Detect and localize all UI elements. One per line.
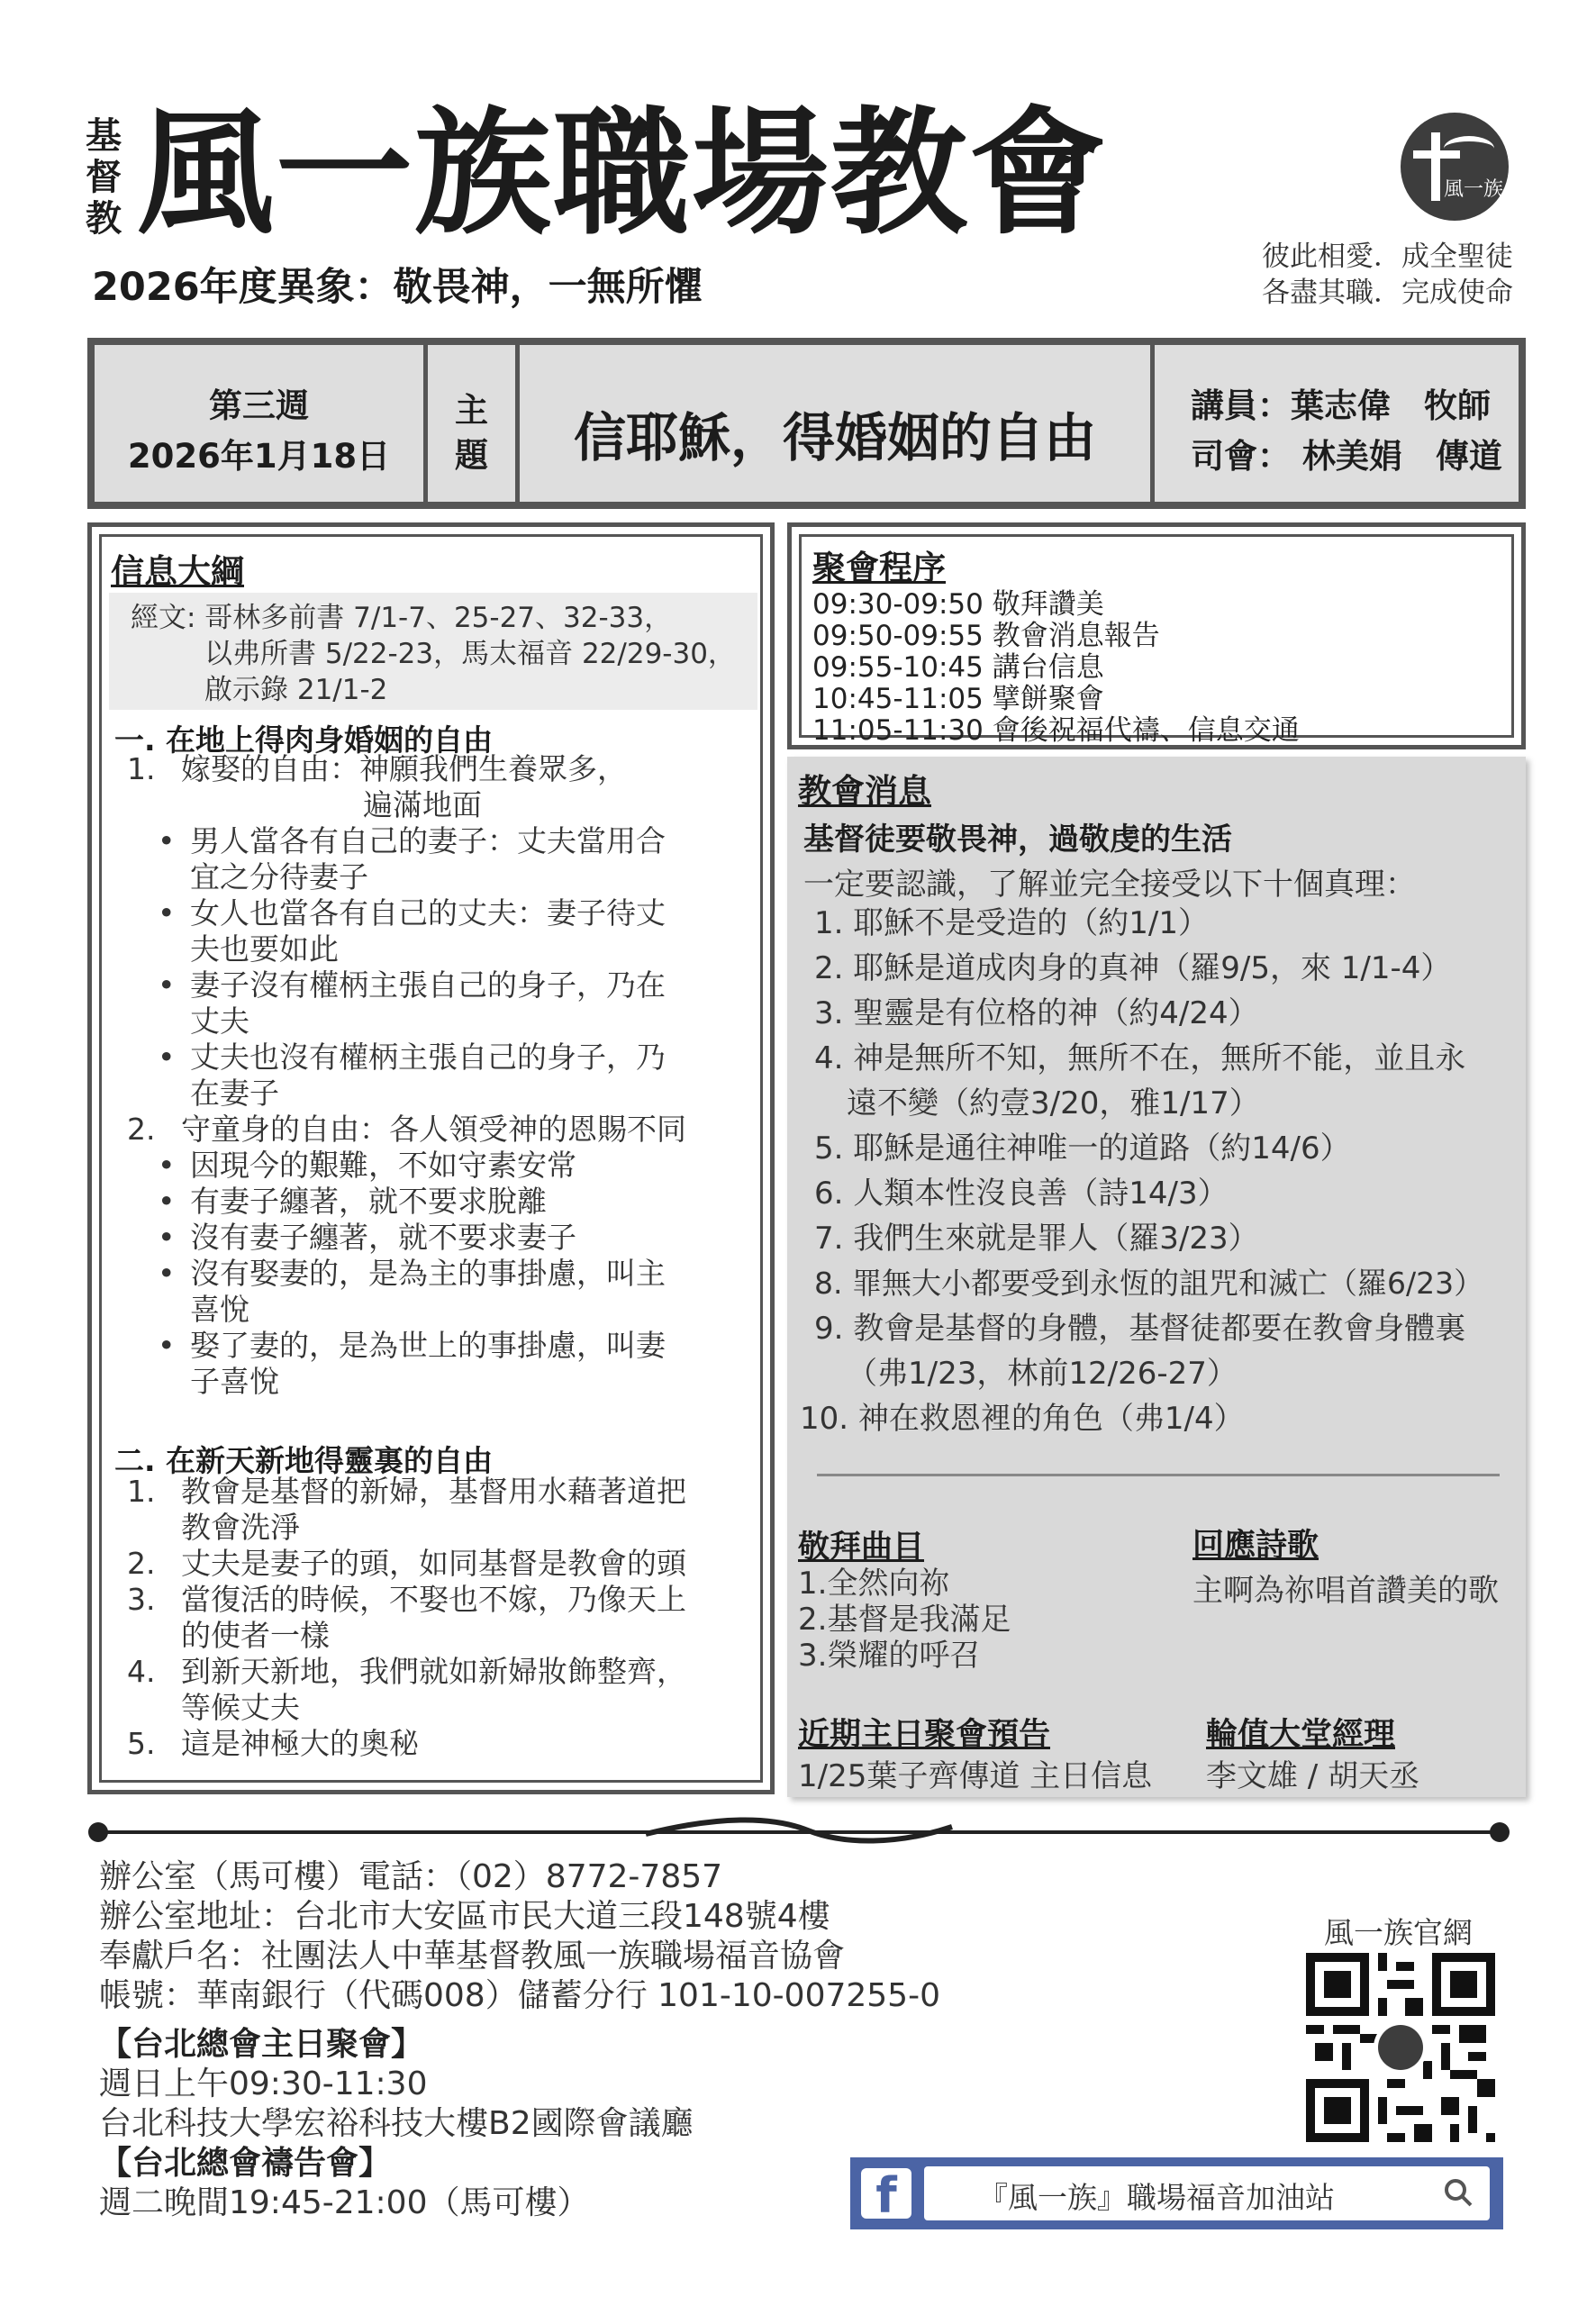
divider bbox=[817, 1474, 1500, 1476]
response-heading: 回應詩歌 bbox=[1192, 1528, 1319, 1564]
manager-heading: 輪值大堂經理 bbox=[1206, 1717, 1396, 1753]
program-item: 10:45-11:05 擘餅聚會 bbox=[812, 683, 1104, 715]
bullet-list bbox=[158, 823, 770, 1112]
list-item: 1. 教會是基督的新婦，基督用水藉著道把 教會洗淨 bbox=[127, 1474, 686, 1545]
outline-panel: 信息大綱 經文: 哥林多前書 7/1-7、25-27、32-33， 以弗所書 5/22-23，馬太福音 22/29-30， 啟示錄 21/1-2 一. 在地上得肉身婚姻的自由 1. 嫁娶的自由：神願我們生養眾多， 遍滿地面 • 男人當各有自己的妻子：丈夫當用合 宜之分待妻子 • 女人也當各有自己的丈夫：妻子待丈 夫也要如此 • 妻子沒有權柄主張自己的身子，乃在 丈夫 • 丈夫也沒有權柄主張自己的身子，乃 在妻子 2. 守童身的自由：各人領受神的恩賜不同 • 因現今的艱難，不如守素安常 • 有妻子纏著，就不要求脫離 • 沒有妻子纏著，就不要求妻子 • 沒有娶妻的，是為主的事掛慮，叫主 喜悅 • 娶了妻的，是為世上的事掛慮，叫妻 子喜悅 二. 在新天新地得靈裏的自由 1. 教會是基督的新婦，基督用水藉著道把 教會洗淨 2. 丈夫是妻子的頭，如同基督是教會的頭 3. 當復活的時候，不娶也不嫁，乃像天上 的使者一樣 4. 到新天新地，我們就如新婦妝飾整齊， 等候丈夫 5. 這是神極大的奧秘 bbox=[87, 522, 775, 1794]
annual-vision: 2026年度異象：敬畏神，一無所懼 bbox=[92, 265, 703, 310]
truth-list bbox=[800, 901, 1484, 1441]
program-item: 11:05-11:30 會後祝福代禱、信息交通 bbox=[812, 714, 1300, 747]
list-item: • 沒有妻子纏著，就不要求妻子 bbox=[158, 1220, 576, 1255]
worship-songs: 1.全然向祢 2.基督是我滿足 3.榮耀的呼召 bbox=[798, 1566, 1011, 1674]
facebook-banner[interactable] bbox=[850, 2157, 1503, 2229]
news-subtitle: 基督徒要敬畏神，過敬虔的生活 bbox=[803, 822, 1232, 858]
sermon-topic: 信耶穌，得婚姻的自由 bbox=[520, 345, 1155, 502]
speakers: 講員：葉志偉 牧師 司會： 林美娟 傳道 bbox=[1191, 386, 1502, 476]
church-logo: 風一族 bbox=[1401, 113, 1509, 221]
list-item: • 因現今的艱難，不如守素安常 bbox=[158, 1148, 576, 1183]
news-panel bbox=[787, 757, 1526, 1797]
upcoming-service: 1/25葉子齊傳道 主日信息 bbox=[798, 1758, 1153, 1794]
program-item: 09:55-10:45 講台信息 bbox=[812, 651, 1104, 684]
upcoming-heading: 近期主日聚會預告 bbox=[798, 1717, 1051, 1753]
response-song: 主啊為祢唱首讚美的歌 bbox=[1192, 1573, 1499, 1609]
service-info-bar bbox=[87, 338, 1526, 509]
facebook-icon: f bbox=[861, 2168, 911, 2219]
list-item: 4. 到新天新地，我們就如新婦妝飾整齊， 等候丈夫 bbox=[127, 1654, 686, 1725]
decorative-wave-divider bbox=[87, 1814, 1510, 1850]
list-item: 6. 人類本性沒良善（詩14/3） bbox=[814, 1176, 1229, 1212]
bullet-list bbox=[158, 1148, 770, 1400]
program-panel bbox=[787, 522, 1526, 749]
list-item: 8. 罪無大小都要受到永恆的詛咒和滅亡（羅6/23） bbox=[814, 1266, 1484, 1301]
program-heading: 聚會程序 bbox=[812, 549, 946, 587]
facebook-page-name: 『風一族』職場福音加油站 bbox=[978, 2180, 1335, 2215]
numbered-list bbox=[127, 1474, 757, 1762]
worship-heading: 敬拜曲目 bbox=[798, 1530, 925, 1566]
program-item: 09:30-09:50 敬拜讚美 bbox=[812, 588, 1104, 621]
list-item: 遠不變（約壹3/20，雅1/17） bbox=[847, 1085, 1260, 1121]
news-intro: 一定要認識，了解並完全接受以下十個真理： bbox=[803, 867, 1416, 903]
qr-code-icon[interactable] bbox=[1306, 1953, 1495, 2142]
section-2-title: 二. 在新天新地得靈裏的自由 bbox=[114, 1443, 494, 1478]
list-item: 10. 神在救恩裡的角色（弗1/4） bbox=[800, 1401, 1245, 1437]
list-item: 2. 耶穌是道成肉身的真神（羅9/5，來 1/1-4） bbox=[814, 950, 1452, 986]
list-item: 3. 聖靈是有位格的神（約4/24） bbox=[814, 995, 1259, 1031]
list-item: 5. 這是神極大的奧秘 bbox=[127, 1726, 419, 1761]
list-item: 7. 我們生來就是罪人（羅3/23） bbox=[814, 1221, 1259, 1257]
title-prefix: 基 督 教 bbox=[86, 115, 122, 240]
list-item: 1. 耶穌不是受造的（約1/1） bbox=[814, 905, 1209, 941]
list-item: • 女人也當各有自己的丈夫：妻子待丈 夫也要如此 bbox=[158, 895, 666, 967]
outline-heading: 信息大綱 bbox=[111, 552, 244, 591]
list-item: • 有妻子纏著，就不要求脫離 bbox=[158, 1184, 547, 1219]
week-date: 第三週 2026年1月18日 bbox=[95, 345, 428, 502]
scripture-references: 經文: 哥林多前書 7/1-7、25-27、32-33， 以弗所書 5/22-23，馬太福音 22/29-30， 啟示錄 21/1-2 bbox=[109, 593, 757, 710]
list-item: 2. 丈夫是妻子的頭，如同基督是教會的頭 bbox=[127, 1546, 686, 1581]
section-1-title: 一. 在地上得肉身婚姻的自由 bbox=[114, 722, 494, 758]
list-item: 3. 當復活的時候，不娶也不嫁，乃像天上 的使者一樣 bbox=[127, 1582, 686, 1653]
program-item: 09:50-09:55 教會消息報告 bbox=[812, 620, 1160, 652]
hall-managers: 李文雄 / 胡天丞 bbox=[1206, 1758, 1420, 1794]
list-item: • 妻子沒有權柄主張自己的身子，乃在 丈夫 bbox=[158, 967, 666, 1039]
church-title: 風一族職場教會 bbox=[137, 94, 1108, 253]
list-item: 5. 耶穌是通往神唯一的道路（約14/6） bbox=[814, 1130, 1351, 1167]
news-heading: 教會消息 bbox=[798, 772, 931, 811]
list-item: • 娶了妻的，是為世上的事掛慮，叫妻 子喜悅 bbox=[158, 1328, 666, 1399]
contact-info: 辦公室（馬可樓）電話：（02）8772-7857 辦公室地址：台北市大安區市民大道三段148號4樓 奉獻戶名：社團法人中華基督教風一族職場福音協會 帳號：華南銀行（代碼008）儲蓄分行 101-10-007255-0 【台北總會主日聚會】 週日上午09:30-11:30 台北科技大學宏裕科技大樓B2國際會議廳 【台北總會禱告會】 週二晚間19:45-21:00（馬可樓） bbox=[99, 1858, 940, 2221]
qr-label: 風一族官網 bbox=[1324, 1915, 1473, 1950]
list-item: • 丈夫也沒有權柄主張自己的身子，乃 在妻子 bbox=[158, 1040, 666, 1111]
list-item: • 沒有娶妻的，是為主的事掛慮，叫主 喜悅 bbox=[158, 1256, 666, 1327]
facebook-search-box[interactable] bbox=[924, 2166, 1490, 2220]
motto: 彼此相愛．成全聖徒 各盡其職．完成使命 bbox=[1262, 241, 1513, 309]
list-item: （弗1/23，林前12/26-27） bbox=[847, 1356, 1238, 1392]
list-item: 4. 神是無所不知，無所不在，無所不能，並且永 bbox=[814, 1040, 1466, 1076]
list-item: • 男人當各有自己的妻子：丈夫當用合 宜之分待妻子 bbox=[158, 823, 666, 894]
list-item: 9. 教會是基督的身體，基督徒都要在教會身體裏 bbox=[814, 1311, 1466, 1347]
search-icon[interactable] bbox=[1443, 2177, 1474, 2208]
topic-label: 主 題 bbox=[428, 345, 520, 502]
